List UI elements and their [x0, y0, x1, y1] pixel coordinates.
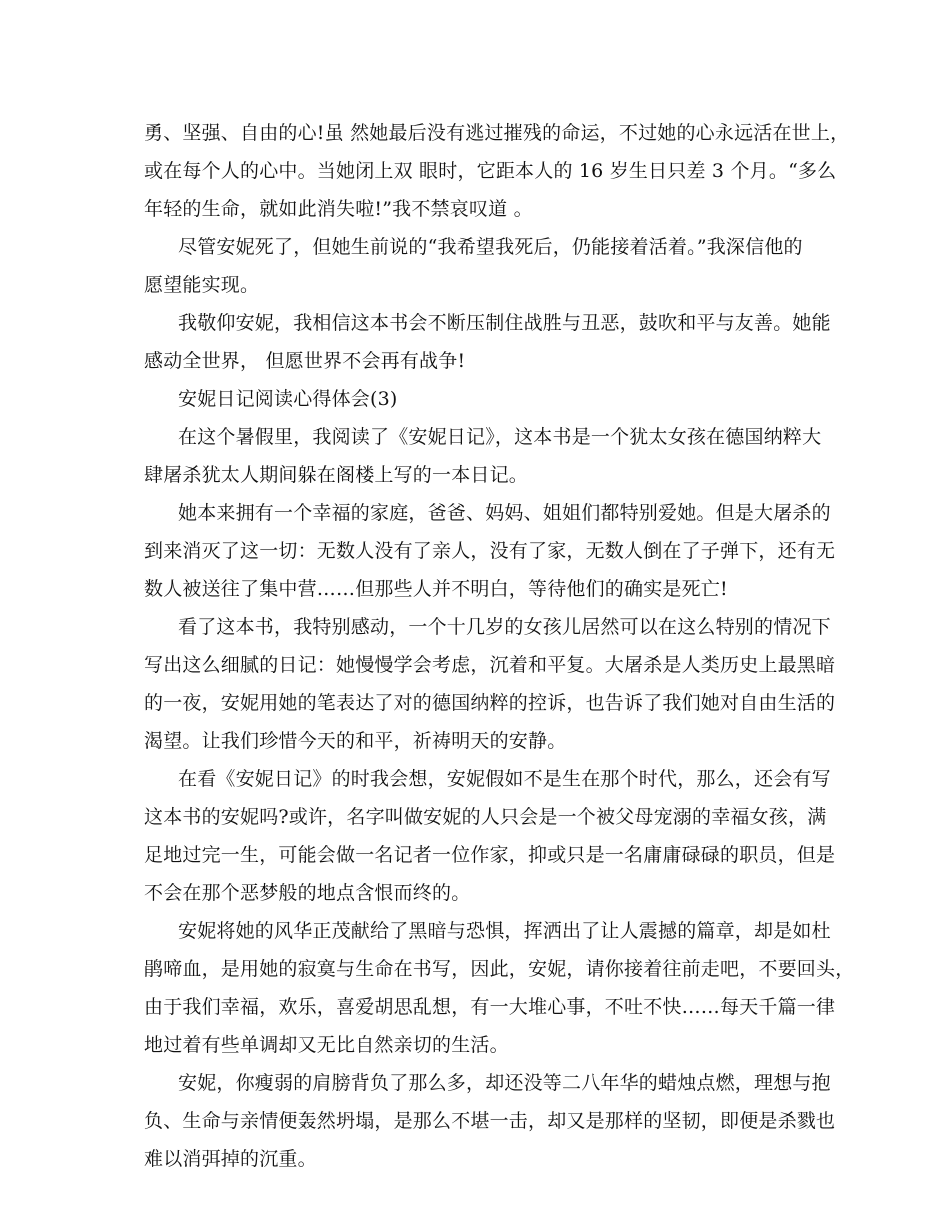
text-line: 愿望能实现。 [144, 274, 260, 296]
text-line: 鹃啼血，是用她的寂寞与生命在书写，因此，安妮，请你接着往前走吧，不要回头， [144, 958, 855, 980]
text-line: 安妮将她的风华正茂献给了黑暗与恐惧，挥洒出了让人震撼的篇章，却是如杜 [178, 920, 831, 942]
text-line: 她本来拥有一个幸福的家庭，爸爸、妈妈、姐姐们都特别爱她。但是大屠杀的 [178, 502, 831, 524]
text-line: 的一夜，安妮用她的笔表达了对的德国纳粹的控诉，也告诉了我们她对自由生活的 [144, 692, 836, 714]
text-line: 在这个暑假里，我阅读了《安妮日记》，这本书是一个犹太女孩在德国纳粹大 [178, 426, 822, 448]
document-body [144, 114, 855, 1178]
text-line: 这本书的安妮吗?或许，名字叫做安妮的人只会是一个被父母宠溺的幸福女孩，满 [144, 806, 827, 828]
text-line: 年轻的生命，就如此消失啦!”我不禁哀叹道 。 [144, 198, 533, 220]
text-line: 足地过完一生，可能会做一名记者一位作家，抑或只是一名庸庸碌碌的职员，但是 [144, 844, 836, 866]
text-line: 难以消弭掉的沉重。 [144, 1148, 317, 1170]
text-line: 数人被送往了集中营……但那些人并不明白，等待他们的确实是死亡! [144, 578, 728, 600]
text-line: 尽管安妮死了，但她生前说的“我希望我死后，仍能接着活着。”我深信他的 [178, 236, 803, 258]
text-line: 看了这本书，我特别感动，一个十几岁的女孩儿居然可以在这么特别的情况下 [178, 616, 831, 638]
text-line: 负、生命与亲情便轰然坍塌，是那么不堪一击，却又是那样的坚韧，即便是杀戮也 [144, 1110, 836, 1132]
text-line: 安妮，你瘦弱的肩膀背负了那么多，却还没等二八年华的蜡烛点燃，理想与抱 [178, 1072, 831, 1094]
text-line: 渴望。让我们珍惜今天的和平，祈祷明天的安静。 [144, 730, 567, 752]
text-line: 不会在那个恶梦般的地点含恨而终的。 [144, 882, 471, 904]
text-line: 写出这么细腻的日记：她慢慢学会考虑，沉着和平复。大屠杀是人类历史上最黑暗 [144, 654, 836, 676]
text-line: 或在每个人的心中。当她闭上双 眼时，它距本人的 16 岁生日只差 3 个月。“多么 [144, 160, 837, 182]
text-line: 肆屠杀犹太人期间躲在阁楼上写的一本日记。 [144, 464, 529, 486]
text-line: 我敬仰安妮，我相信这本书会不断压制住战胜与丑恶，鼓吹和平与友善。她能 [178, 312, 831, 334]
text-line: 安妮日记阅读心得体会(3) [178, 388, 398, 410]
text-line: 勇、坚强、自由的心!虽 然她最后没有逃过摧残的命运，不过她的心永远活在世上， [144, 122, 850, 144]
text-line: 到来消灭了这一切：无数人没有了亲人，没有了家，无数人倒在了子弹下，还有无 [144, 540, 836, 562]
text-line: 地过着有些单调却又无比自然亲切的生活。 [144, 1034, 509, 1056]
text-line: 由于我们幸福，欢乐，喜爱胡思乱想，有一大堆心事，不吐不快……每天千篇一律 [144, 996, 836, 1018]
text-line: 感动全世界， 但愿世界不会再有战争! [144, 350, 466, 372]
text-line: 在看《安妮日记》的时我会想，安妮假如不是生在那个时代，那么，还会有写 [178, 768, 831, 790]
